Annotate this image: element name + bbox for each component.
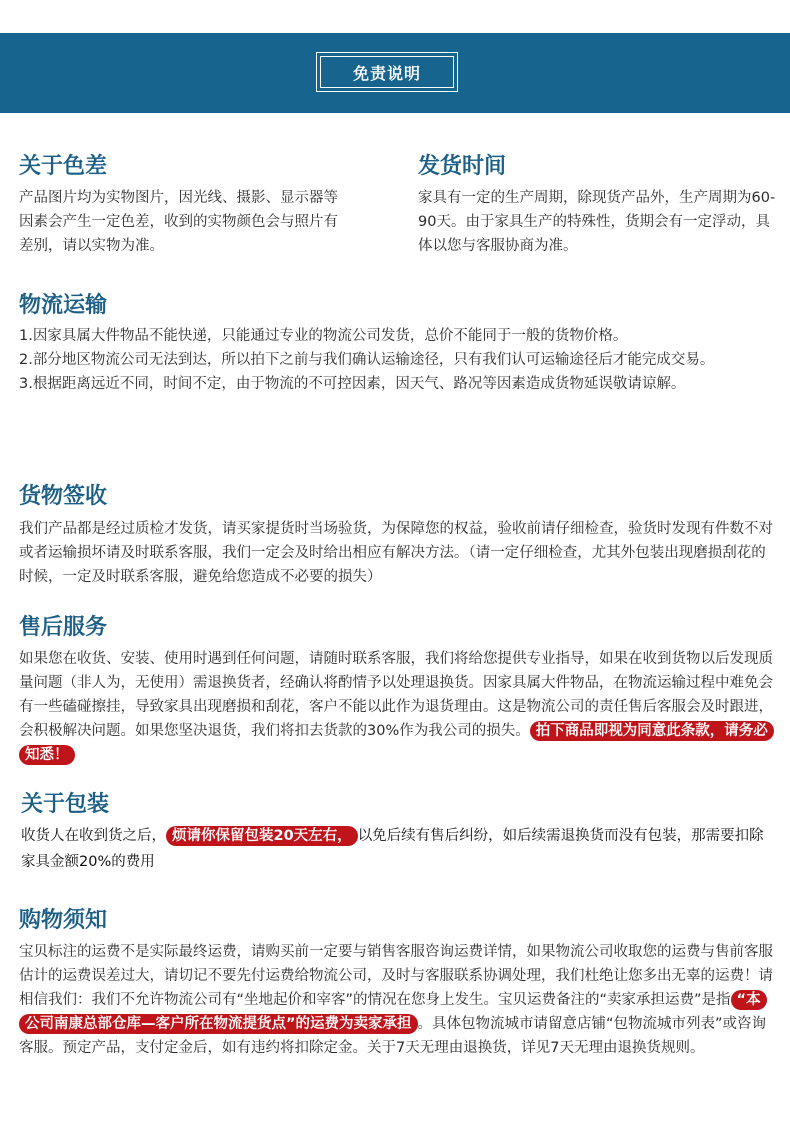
after-sales-title: 售后服务: [19, 614, 108, 640]
logistics-list: [19, 324, 775, 396]
header-banner: [0, 33, 790, 113]
shopping-text: [19, 940, 775, 1060]
shipping-time-title: 发货时间: [418, 153, 507, 179]
shopping-title: 购物须知: [19, 907, 108, 933]
shopping-text-before: 宝贝标注的运费不是实际最终运费，请购买前一定要与销售客服咨询运费详情，如果物流公司收取您的运费与售前客服估计的运费误差过大，请切记不要先付运费给物流公司，及时与客服联系协调处理，我们杜绝让您多出无辜的运费！请相信我们：我们不允许物流公司有“坐地起价和宰客”的情况在您身上发生。宝贝运费备注的“卖家承担运费”是指: [19, 944, 773, 1008]
list-item: 2.部分地区物流公司无法到达，所以拍下之前与我们确认运输途径，只有我们认可运输途径后才能完成交易。: [19, 352, 715, 368]
packaging-title: 关于包装: [21, 791, 110, 817]
list-item: 1.因家具属大件物品不能快递，只能通过专业的物流公司发货，总价不能同于一般的货物价格。: [19, 328, 628, 344]
after-sales-text: [19, 647, 775, 767]
after-sales-body: 如果您在收货、安装、使用时遇到任何问题，请随时联系客服，我们将给您提供专业指导，如果在收到货物以后发现质量问题（非人为，无使用）需退换货者，经确认将酌情予以处理退换货。因家具属大件物品，在物流运输过程中难免会有一些磕碰擦挂，导致家具出现磨损和刮花，客户不能以此作为退货理由。这是物流公司的责任售后客服会及时跟进，会积极解决问题。如果您坚决退货，我们将扣去货款的30%作为我公司的损失。: [19, 651, 773, 739]
color-diff-title: 关于色差: [19, 153, 108, 179]
list-item: 3.根据距离远近不同，时间不定，由于物流的不可控因素，因天气、路况等因素造成货物延误敬请谅解。: [19, 376, 686, 392]
after-sales-highlight: 拍下商品即视为同意此条款，请务必知悉！: [19, 721, 774, 765]
packaging-text-after: 以免后续有售后纠纷，如后续需退换货而没有包装，那需要扣除家具金额20%的费用: [21, 828, 764, 870]
banner-title: 免责说明: [320, 56, 454, 88]
shopping-text-after: 。具体包物流城市请留意店铺“包物流城市列表”或咨询客服。预定产品，支付定金后，如有违约将扣除定金。关于7天无理由退换货，详见7天无理由退换货规则。: [19, 1016, 767, 1056]
shopping-highlight: “本公司南康总部仓库—客户所在物流提货点”的运费为卖家承担: [19, 990, 767, 1034]
packaging-highlight: 烦请你保留包装20天左右，: [166, 826, 358, 846]
receipt-text: 我们产品都是经过质检才发货，请买家提货时当场验货，为保障您的权益，验收前请仔细检查，验货时发现有件数不对或者运输损坏请及时联系客服，我们一定会及时给出相应有解决方法。（请一定仔细检查，尤其外包装出现磨损刮花的时候，一定及时联系客服，避免给您造成不必要的损失）: [19, 521, 773, 585]
logistics-title: 物流运输: [19, 292, 108, 318]
receipt-title: 货物签收: [19, 483, 108, 509]
banner-title-frame: [316, 52, 458, 92]
shipping-time-text: 家具有一定的生产周期，除现货产品外，生产周期为60-90天。由于家具生产的特殊性，货期会有一定浮动，具体以您与客服协商为准。: [418, 190, 776, 254]
color-diff-text: 产品图片均为实物图片，因光线、摄影、显示器等因素会产生一定色差，收到的实物颜色会与照片有差别，请以实物为准。: [19, 190, 338, 254]
packaging-text-before: 收货人在收到货之后，: [21, 828, 166, 844]
packaging-text: [21, 823, 771, 875]
